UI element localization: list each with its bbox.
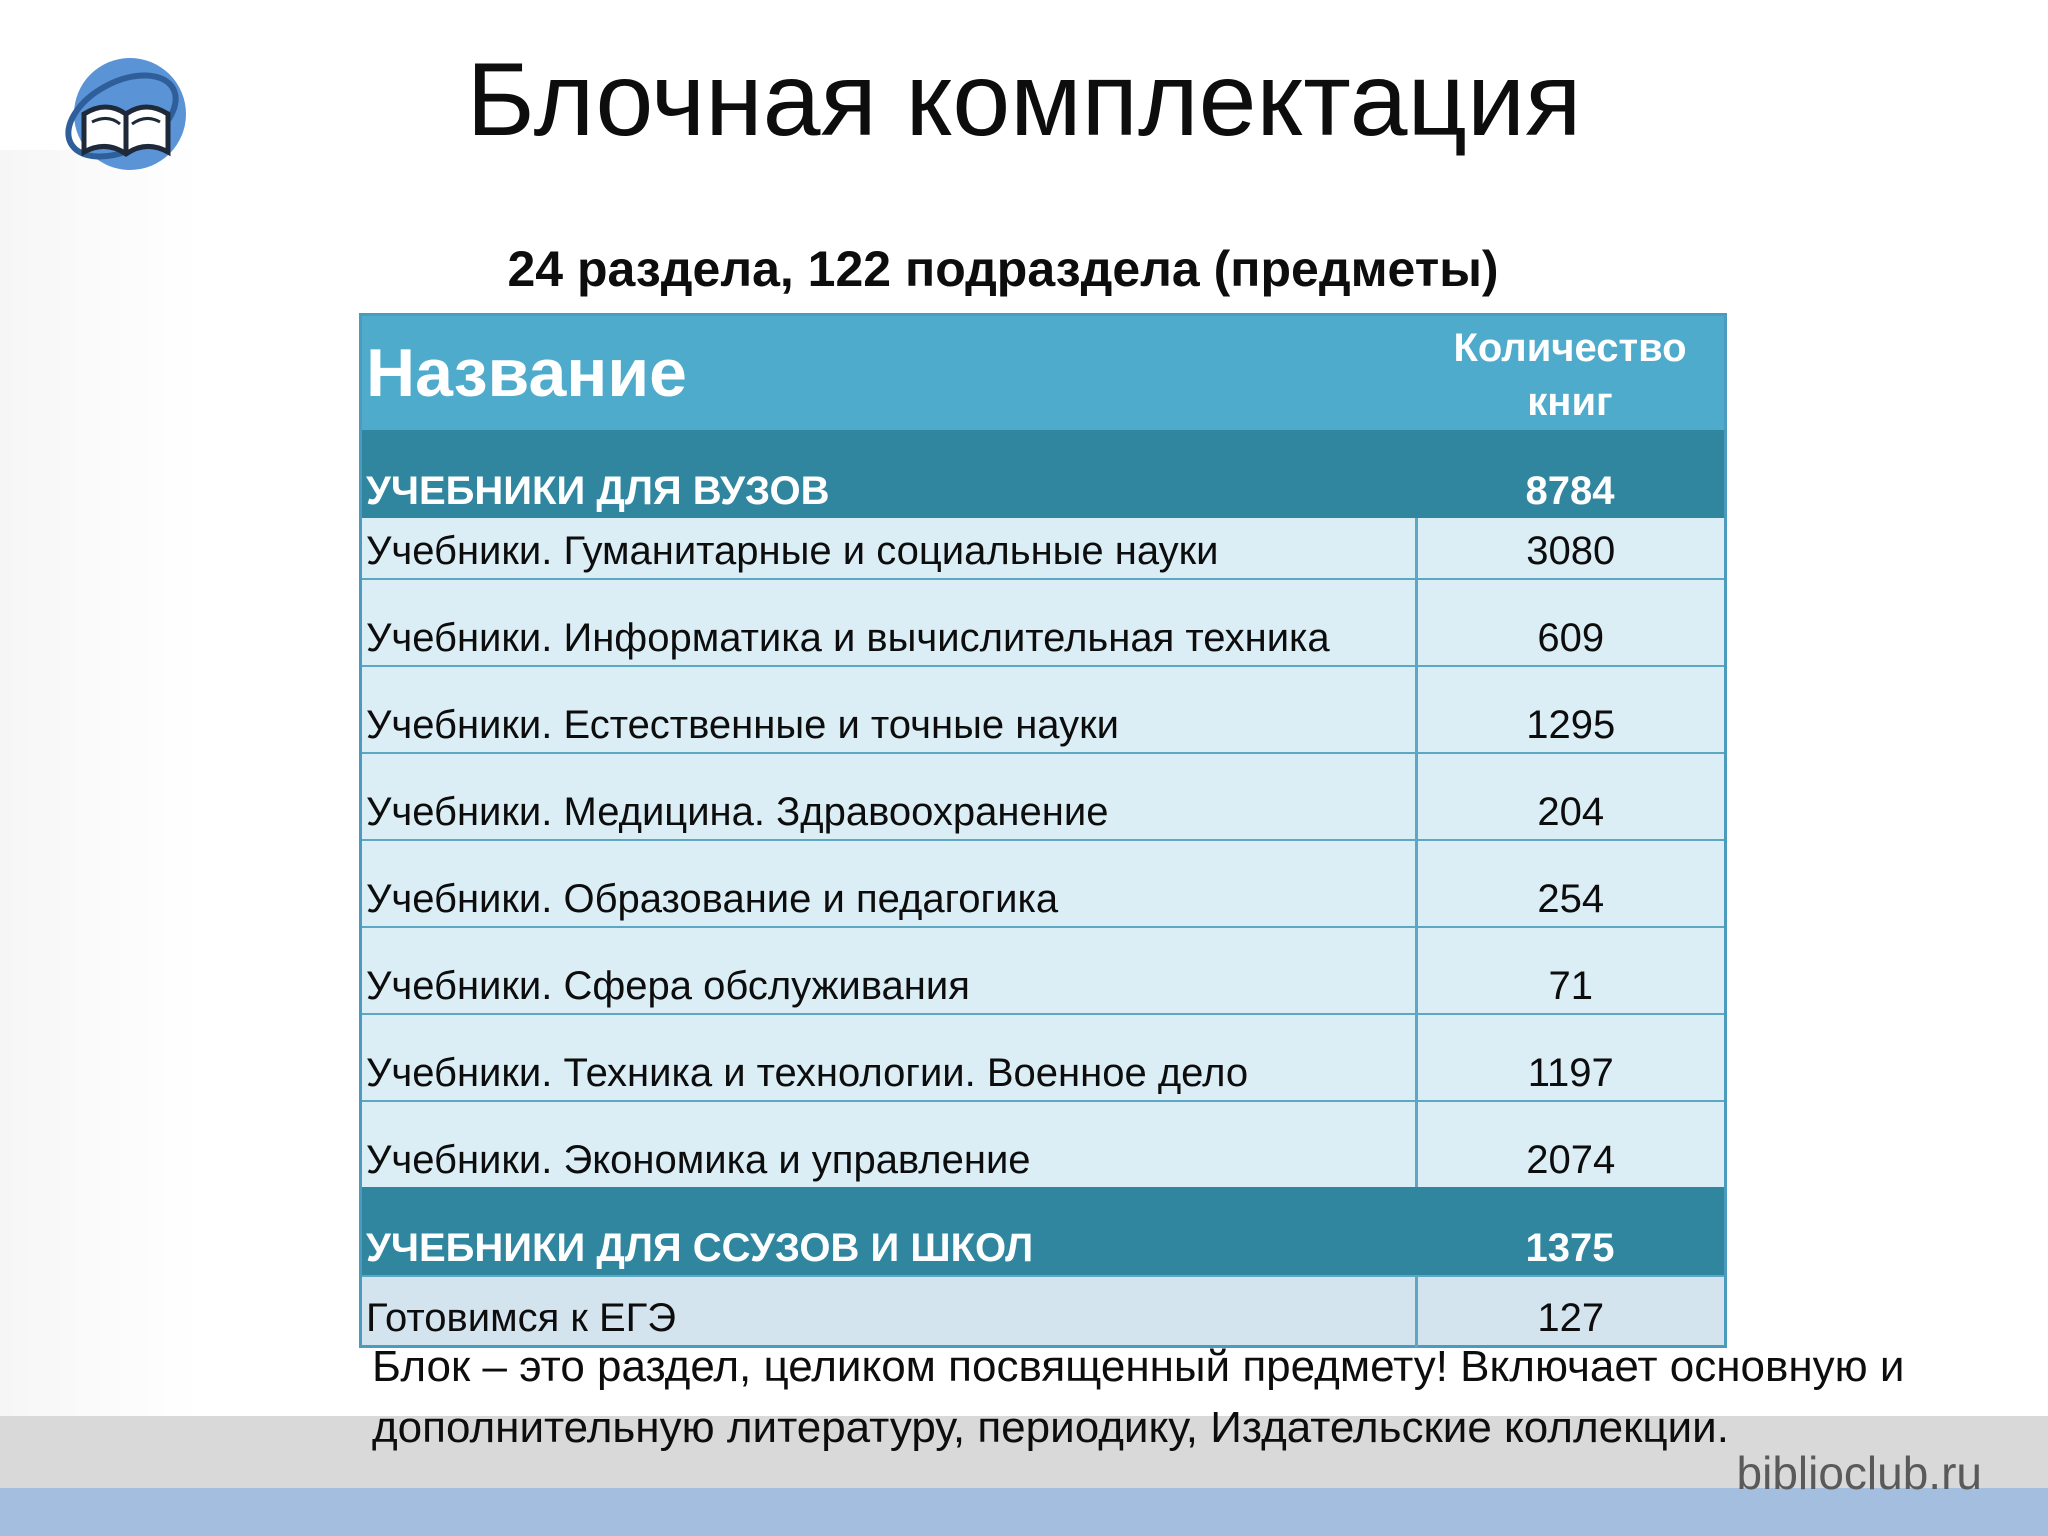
row-name: Учебники. Гуманитарные и социальные науки <box>361 518 1417 579</box>
row-name: Учебники. Медицина. Здравоохранение <box>361 753 1417 840</box>
table-row <box>361 1014 1726 1101</box>
row-count: 3080 <box>1416 518 1726 579</box>
table-row <box>361 753 1726 840</box>
table-header-row <box>361 315 1726 431</box>
catalog-table <box>359 313 1727 1348</box>
table-row <box>361 579 1726 666</box>
table-row <box>361 666 1726 753</box>
table-row <box>361 1101 1726 1187</box>
table-section-row <box>361 430 1726 518</box>
section-name: УЧЕБНИКИ ДЛЯ ССУЗОВ И ШКОЛ <box>361 1187 1417 1276</box>
row-name: Учебники. Естественные и точные науки <box>361 666 1417 753</box>
row-name: Учебники. Сфера обслуживания <box>361 927 1417 1014</box>
row-count: 127 <box>1416 1276 1726 1347</box>
row-count: 71 <box>1416 927 1726 1014</box>
table-section-row <box>361 1187 1726 1276</box>
table-row <box>361 518 1726 579</box>
row-count: 2074 <box>1416 1101 1726 1187</box>
section-count: 8784 <box>1416 430 1726 518</box>
section-name: УЧЕБНИКИ ДЛЯ ВУЗОВ <box>361 430 1417 518</box>
section-count: 1375 <box>1416 1187 1726 1276</box>
table-row <box>361 927 1726 1014</box>
row-count: 204 <box>1416 753 1726 840</box>
row-count: 1197 <box>1416 1014 1726 1101</box>
row-count: 254 <box>1416 840 1726 927</box>
row-count: 1295 <box>1416 666 1726 753</box>
note-text: Блок – это раздел, целиком посвященный предмету! Включает основную и дополнительную литературу, периодику, Издательские коллекции. <box>372 1342 1905 1452</box>
row-name: Учебники. Техника и технологии. Военное дело <box>361 1014 1417 1101</box>
slide-subtitle: 24 раздела, 122 подраздела (предметы) <box>507 241 1499 297</box>
row-count: 609 <box>1416 579 1726 666</box>
row-name: Учебники. Экономика и управление <box>361 1101 1417 1187</box>
header-count: Количество книг <box>1416 315 1726 431</box>
slide-title: Блочная комплектация <box>466 42 1582 158</box>
site-url: biblioclub.ru <box>1736 1447 1982 1499</box>
row-name: Готовимся к ЕГЭ <box>361 1276 1417 1347</box>
row-name: Учебники. Информатика и вычислительная техника <box>361 579 1417 666</box>
header-name: Название <box>361 315 1417 431</box>
row-name: Учебники. Образование и педагогика <box>361 840 1417 927</box>
table-row <box>361 840 1726 927</box>
background-left <box>0 150 200 1420</box>
